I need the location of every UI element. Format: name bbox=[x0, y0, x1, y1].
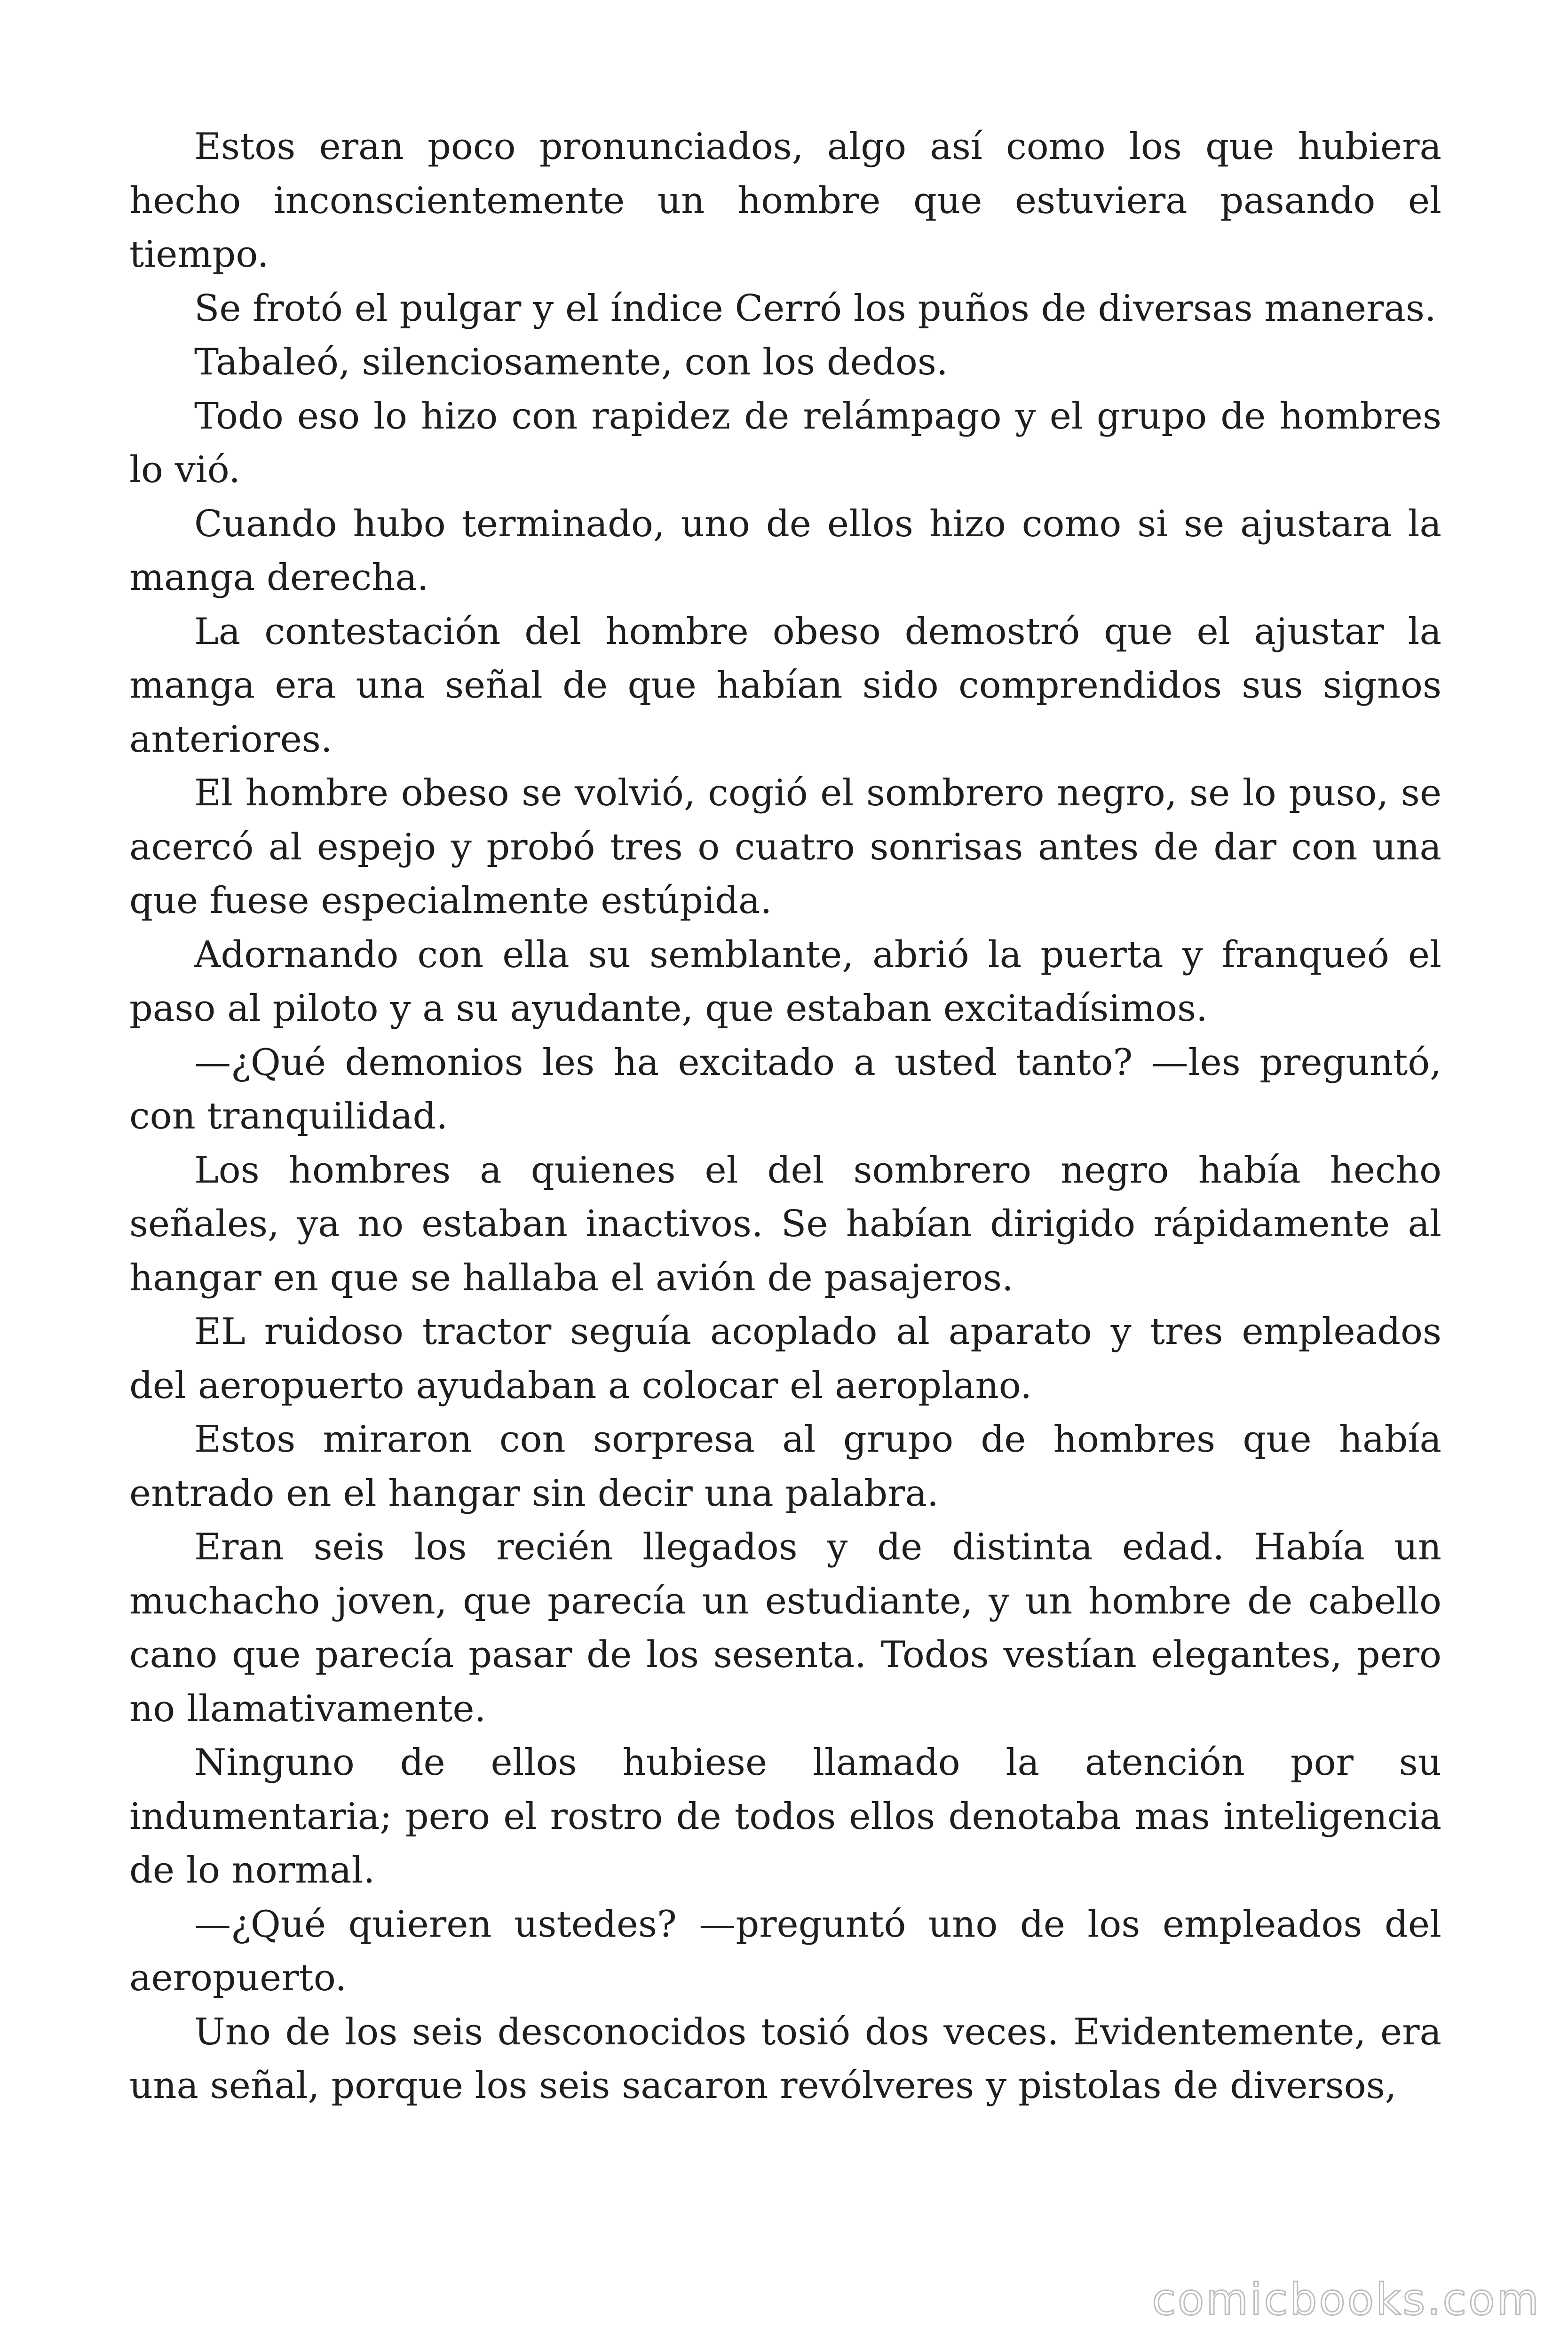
paragraph: Adornando con ella su semblante, abrió la puerta y franqueó el paso al piloto y a su ayudante, que estaban excitadísimos. bbox=[129, 933, 1441, 1030]
paragraph: —¿Qué quieren ustedes? —preguntó uno de los empleados del aeropuerto. bbox=[129, 1903, 1441, 1999]
paragraph: Cuando hubo terminado, uno de ellos hizo como si se ajustara la manga derecha. bbox=[129, 502, 1441, 599]
paragraph: El hombre obeso se volvió, cogió el sombrero negro, se lo puso, se acercó al espejo y probó tres o cuatro sonrisas antes de dar con una que fuese especialmente estúpida. bbox=[129, 772, 1441, 922]
paragraph: Todo eso lo hizo con rapidez de relámpago y el grupo de hombres lo vió. bbox=[129, 395, 1441, 491]
paragraph: Los hombres a quienes el del sombrero negro había hecho señales, ya no estaban inactivos. Se habían dirigido rápidamente al hangar en que se hallaba el avión de pasajeros. bbox=[129, 1149, 1441, 1299]
paragraph: Estos eran poco pronunciados, algo así como los que hubiera hecho inconscientemente un hombre que estuviera pasando el tiempo. bbox=[129, 126, 1441, 276]
body-text bbox=[129, 120, 1441, 2113]
watermark: comicbooks.com bbox=[1152, 2274, 1541, 2325]
paragraph: Uno de los seis desconocidos tosió dos veces. Evidentemente, era una señal, porque los seis sacaron revólveres y pistolas de diversos, bbox=[129, 2010, 1441, 2107]
paragraph: EL ruidoso tractor seguía acoplado al aparato y tres empleados del aeropuerto ayudaban a colocar el aeroplano. bbox=[129, 1311, 1441, 1407]
paragraph: Estos miraron con sorpresa al grupo de hombres que había entrado en el hangar sin decir una palabra. bbox=[129, 1418, 1441, 1515]
paragraph: Se frotó el pulgar y el índice Cerró los puños de diversas maneras. bbox=[194, 287, 1436, 330]
paragraph: La contestación del hombre obeso demostró que el ajustar la manga era una señal de que habían sido comprendidos sus signos anteriores. bbox=[129, 610, 1441, 761]
paragraph: Eran seis los recién llegados y de distinta edad. Había un muchacho joven, que parecía un estudiante, y un hombre de cabello cano que parecía pasar de los sesenta. Todos vestían elegantes, pero no llamativamente. bbox=[129, 1526, 1441, 1730]
paragraph: Ninguno de ellos hubiese llamado la atención por su indumentaria; pero el rostro de todos ellos denotaba mas inteligencia de lo normal. bbox=[129, 1741, 1441, 1891]
paragraph: Tabaleó, silenciosamente, con los dedos. bbox=[194, 341, 948, 383]
paragraph: —¿Qué demonios les ha excitado a usted tanto? —les preguntó, con tranquilidad. bbox=[129, 1041, 1441, 1137]
